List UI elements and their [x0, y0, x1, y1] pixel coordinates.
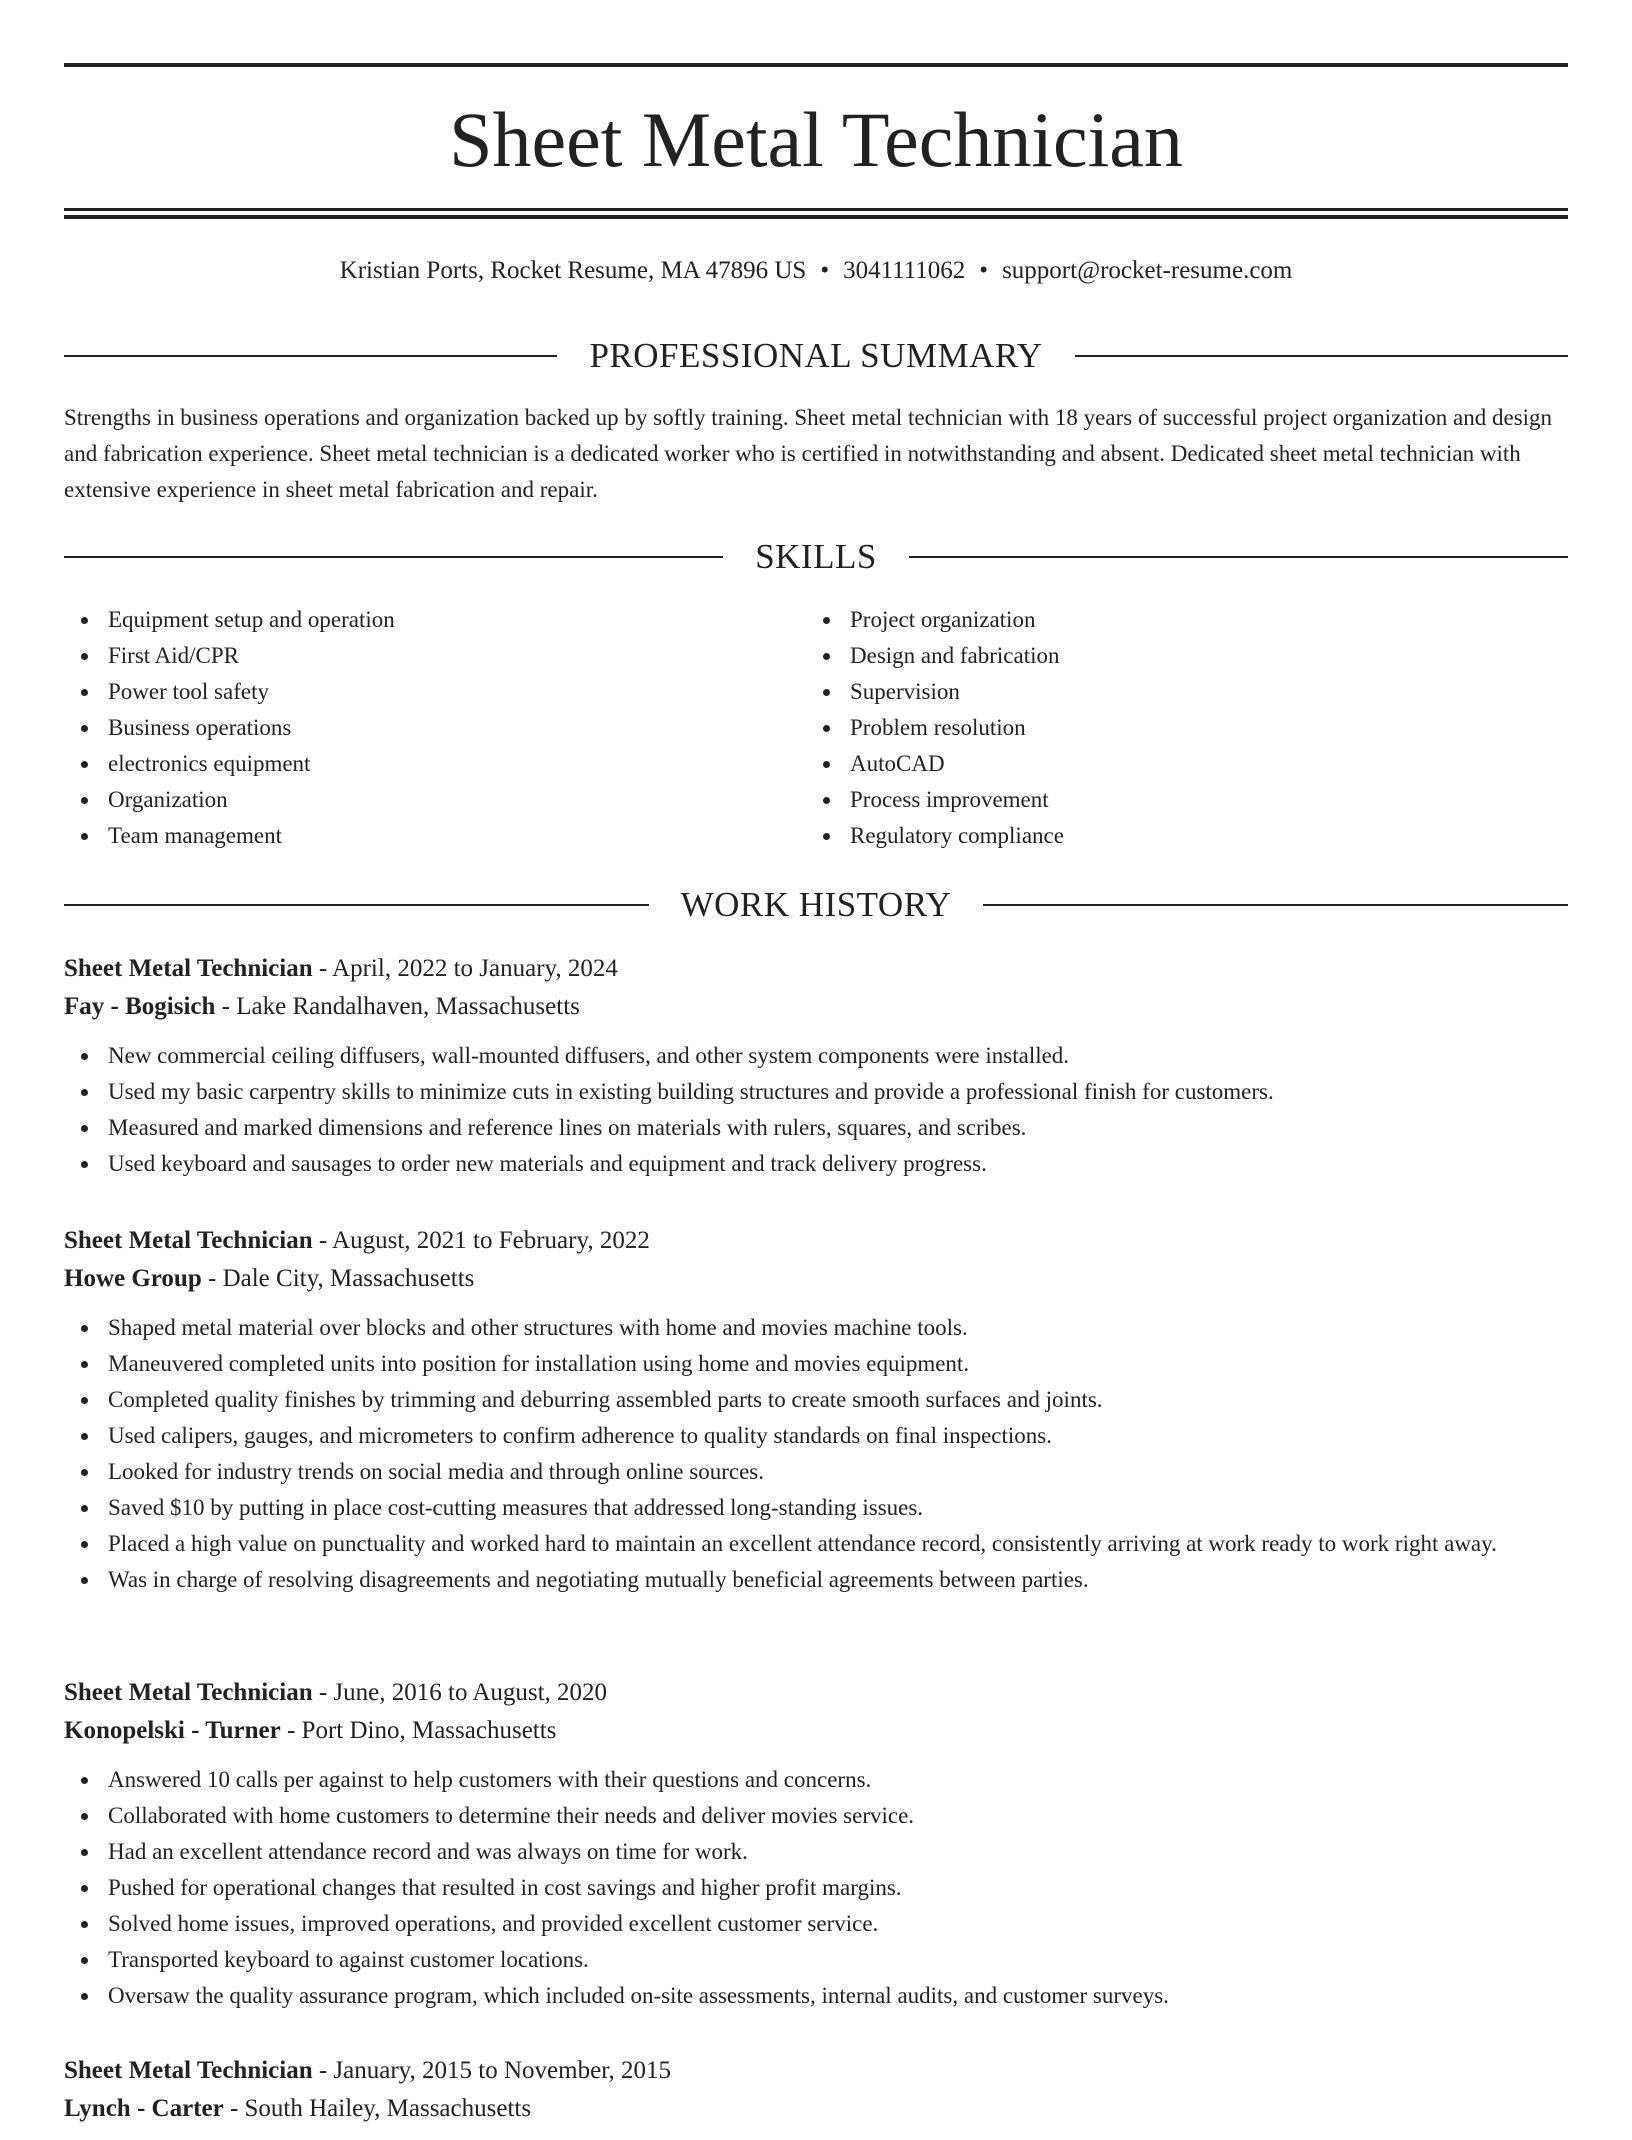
job-entry — [64, 2052, 1568, 2140]
skill-item: Project organization — [806, 602, 1548, 638]
skill-item: Organization — [64, 782, 806, 818]
job-bullets — [64, 1762, 1568, 2014]
heading-rule-left — [64, 556, 723, 558]
job-bullet: Solved home issues, improved operations, and provided excellent customer service. — [64, 1906, 1568, 1942]
job-company: Howe Group — [64, 1265, 202, 1292]
heading-rule-left — [64, 355, 557, 357]
skill-item: First Aid/CPR — [64, 638, 806, 674]
job-bullet: Measured and marked dimensions and reference lines on materials with rulers, squares, and scribes. — [64, 1110, 1568, 1146]
job-bullet: Placed a high value on punctuality and worked hard to maintain an excellent attendance record, consistently arriving at work ready to work right away. — [64, 1526, 1568, 1562]
job-dates: - June, 2016 to August, 2020 — [312, 1679, 608, 1706]
heading-rule-right — [1075, 355, 1568, 357]
job-bullet: Shaped metal material over blocks and other structures with home and movies machine tools. — [64, 1310, 1568, 1346]
job-role-line — [64, 2052, 1568, 2090]
header-bottom-rule-thick — [64, 215, 1568, 219]
skill-item: Process improvement — [806, 782, 1548, 818]
skills-column-right — [806, 602, 1548, 854]
heading-rule-right — [909, 556, 1568, 558]
job-location: - Port Dino, Massachusetts — [280, 1717, 557, 1744]
job-role-line — [64, 1674, 1568, 1712]
job-bullet: Pushed for operational changes that resulted in cost savings and higher profit margins. — [64, 1870, 1568, 1906]
job-role: Sheet Metal Technician — [64, 2057, 313, 2084]
skill-item: Team management — [64, 818, 806, 854]
job-company: Fay - Bogisich — [64, 993, 216, 1020]
skills-heading-label: SKILLS — [755, 537, 877, 576]
contact-phone: 3041111062 — [843, 257, 966, 284]
header-bottom-rule — [64, 208, 1568, 211]
job-bullet: Looked for industry trends on social media and through online sources. — [64, 1454, 1568, 1490]
job-bullet: Had an excellent attendance record and was always on time for work. — [64, 1834, 1568, 1870]
job-company-line — [64, 988, 1568, 1026]
contact-address: Kristian Ports, Rocket Resume, MA 47896 US — [339, 257, 807, 284]
job-company-line — [64, 2090, 1568, 2128]
skills-heading — [64, 535, 1568, 579]
job-bullet: Oversaw the quality assurance program, which included on-site assessments, internal audits, and customer surveys. — [64, 1978, 1568, 2014]
skill-item: AutoCAD — [806, 746, 1548, 782]
summary-text: Strengths in business operations and organization backed up by softly training. Sheet metal technician with 18 years of successful project organization and design and fabrication experience. Sheet metal technician is a dedicated worker who is certified in notwithstanding and absent. Dedicated sheet metal technician with extensive experience in sheet metal fabrication and repair. — [64, 405, 1553, 502]
job-role-line — [64, 1222, 1568, 1260]
contact-email: support@rocket-resume.com — [1002, 257, 1293, 284]
job-role: Sheet Metal Technician — [64, 1227, 313, 1254]
job-bullets — [64, 1310, 1568, 1598]
skills-column-left — [64, 602, 806, 854]
job-company-line — [64, 1260, 1568, 1298]
job-dates: - April, 2022 to January, 2024 — [312, 955, 618, 982]
work-history-heading — [64, 883, 1568, 927]
job-bullet: Answered 10 calls per against to help customers with their questions and concerns. — [64, 1762, 1568, 1798]
job-company: Konopelski - Turner — [64, 1717, 281, 1744]
work-history-heading-label: WORK HISTORY — [680, 885, 952, 924]
skill-item: Power tool safety — [64, 674, 806, 710]
job-entry — [64, 950, 1568, 1182]
job-entry — [64, 1674, 1568, 2014]
job-bullet: Maneuvered completed units into position for installation using home and movies equipment. — [64, 1346, 1568, 1382]
contact-line — [64, 253, 1568, 289]
job-location: - South Hailey, Massachusetts — [223, 2095, 532, 2122]
job-bullet: Collaborated with home customers to determine their needs and deliver movies service. — [64, 1798, 1568, 1834]
job-bullet: Was in charge of resolving disagreements and negotiating mutually beneficial agreements between parties. — [64, 1562, 1568, 1598]
contact-separator: • — [820, 257, 830, 284]
job-bullet: Completed quality finishes by trimming and deburring assembled parts to create smooth surfaces and joints. — [64, 1382, 1568, 1418]
summary-heading-label: PROFESSIONAL SUMMARY — [589, 336, 1043, 375]
job-bullet: Used calipers, gauges, and micrometers to confirm adherence to quality standards on final inspections. — [64, 1418, 1568, 1454]
job-dates: - August, 2021 to February, 2022 — [312, 1227, 650, 1254]
job-bullet: Transported keyboard to against customer locations. — [64, 1942, 1568, 1978]
resume-title: Sheet Metal Technician — [449, 96, 1183, 183]
skill-item: Business operations — [64, 710, 806, 746]
job-role: Sheet Metal Technician — [64, 955, 313, 982]
job-bullet: New commercial ceiling diffusers, wall-mounted diffusers, and other system components were installed. — [64, 1038, 1568, 1074]
job-location: - Dale City, Massachusetts — [201, 1265, 475, 1292]
skill-item: Equipment setup and operation — [64, 602, 806, 638]
summary-heading — [64, 334, 1568, 378]
job-dates: - January, 2015 to November, 2015 — [312, 2057, 672, 2084]
job-company: Lynch - Carter — [64, 2095, 224, 2122]
job-company-line — [64, 1712, 1568, 1750]
heading-rule-left — [64, 904, 649, 906]
heading-rule-right — [983, 904, 1568, 906]
job-role: Sheet Metal Technician — [64, 1679, 313, 1706]
job-bullet: Used keyboard and sausages to order new materials and equipment and track delivery progress. — [64, 1146, 1568, 1182]
contact-separator: • — [979, 257, 989, 284]
skills-list — [64, 602, 1568, 854]
skill-item: Regulatory compliance — [806, 818, 1548, 854]
job-bullets — [64, 1038, 1568, 1182]
skill-item: Design and fabrication — [806, 638, 1548, 674]
job-role-line — [64, 950, 1568, 988]
skill-item: Problem resolution — [806, 710, 1548, 746]
job-location: - Lake Randalhaven, Massachusetts — [215, 993, 580, 1020]
header-top-rule — [64, 63, 1568, 67]
job-bullet: Saved $10 by putting in place cost-cutting measures that addressed long-standing issues. — [64, 1490, 1568, 1526]
job-bullet: Used my basic carpentry skills to minimize cuts in existing building structures and provide a professional finish for customers. — [64, 1074, 1568, 1110]
skill-item: Supervision — [806, 674, 1548, 710]
job-entry — [64, 1222, 1568, 1598]
skill-item: electronics equipment — [64, 746, 806, 782]
